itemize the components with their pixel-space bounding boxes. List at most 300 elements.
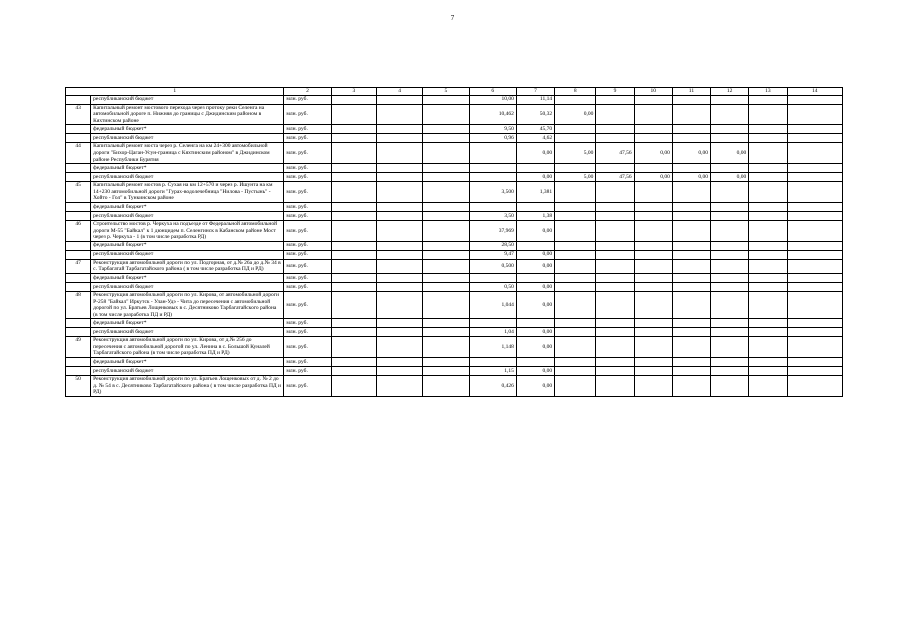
- table-row: [66, 358, 843, 367]
- value-cell-8: 0,00: [555, 104, 596, 125]
- value-cell-13: [749, 95, 787, 104]
- value-cell-3: [331, 134, 376, 143]
- item-number-cell: [66, 125, 91, 134]
- value-cell-7: 45,70: [516, 125, 554, 134]
- value-cell-8: 5,00: [555, 143, 596, 164]
- value-cell-6: 1,15: [469, 367, 516, 376]
- value-cell-5: [423, 220, 469, 241]
- value-cell-3: [331, 367, 376, 376]
- value-cell-6: 9,47: [469, 250, 516, 259]
- value-cell-14: [787, 259, 842, 273]
- item-name-cell: республиканский бюджет: [91, 95, 284, 104]
- value-cell-5: [423, 202, 469, 211]
- value-cell-12: [711, 134, 749, 143]
- value-cell-6: [469, 273, 516, 282]
- table-row: [66, 291, 843, 318]
- value-cell-11: [672, 95, 710, 104]
- item-number-cell: 47: [66, 259, 91, 273]
- table-row: [66, 134, 843, 143]
- value-cell-5: [423, 241, 469, 250]
- value-cell-13: [749, 164, 787, 173]
- value-cell-11: [672, 328, 710, 337]
- value-cell-10: [634, 134, 672, 143]
- item-name-cell: федеральный бюджет*: [91, 202, 284, 211]
- value-cell-11: 0,00: [672, 143, 710, 164]
- value-cell-9: [596, 291, 634, 318]
- table-row: [66, 319, 843, 328]
- value-cell-9: [596, 241, 634, 250]
- value-cell-14: [787, 134, 842, 143]
- value-cell-5: [423, 337, 469, 358]
- value-cell-5: [423, 173, 469, 182]
- value-cell-13: [749, 241, 787, 250]
- value-cell-3: [331, 282, 376, 291]
- value-cell-7: 50,32: [516, 104, 554, 125]
- value-cell-11: [672, 164, 710, 173]
- value-cell-9: [596, 319, 634, 328]
- table-row: [66, 143, 843, 164]
- unit-cell: млн. руб.: [284, 273, 331, 282]
- value-cell-3: [331, 173, 376, 182]
- value-cell-8: 5,00: [555, 173, 596, 182]
- value-cell-10: [634, 202, 672, 211]
- unit-cell: млн. руб.: [284, 367, 331, 376]
- value-cell-5: [423, 358, 469, 367]
- item-number-cell: [66, 202, 91, 211]
- value-cell-3: [331, 273, 376, 282]
- value-cell-11: [672, 220, 710, 241]
- value-cell-3: [331, 376, 376, 397]
- value-cell-11: [672, 241, 710, 250]
- value-cell-12: [711, 182, 749, 203]
- value-cell-4: [376, 125, 422, 134]
- item-number-cell: 45: [66, 182, 91, 203]
- value-cell-5: [423, 95, 469, 104]
- value-cell-13: [749, 202, 787, 211]
- value-cell-14: [787, 202, 842, 211]
- item-name-cell: республиканский бюджет: [91, 211, 284, 220]
- value-cell-13: [749, 291, 787, 318]
- unit-cell: млн. руб.: [284, 125, 331, 134]
- value-cell-5: [423, 125, 469, 134]
- item-number-cell: [66, 319, 91, 328]
- value-cell-10: [634, 367, 672, 376]
- table-row: [66, 328, 843, 337]
- value-cell-4: [376, 134, 422, 143]
- item-name-cell: федеральный бюджет*: [91, 125, 284, 134]
- table-row: [66, 241, 843, 250]
- value-cell-5: [423, 291, 469, 318]
- value-cell-14: [787, 337, 842, 358]
- value-cell-13: [749, 319, 787, 328]
- value-cell-13: [749, 273, 787, 282]
- value-cell-12: [711, 164, 749, 173]
- item-name-cell: Капитальный ремонт мостов р. Сухая на км 12+570 и через р. Ишунта на км 14+230 автомобильной дороги "Гурах-водолечебница "Нилова - Пустынь" - Хойто - Гол" в Тункинском районе: [91, 182, 284, 203]
- unit-cell: млн. руб.: [284, 202, 331, 211]
- value-cell-4: [376, 95, 422, 104]
- item-number-cell: [66, 95, 91, 104]
- value-cell-9: 47,56: [596, 143, 634, 164]
- value-cell-14: [787, 250, 842, 259]
- unit-cell: млн. руб.: [284, 134, 331, 143]
- column-header: 4: [376, 88, 422, 96]
- value-cell-3: [331, 319, 376, 328]
- value-cell-14: [787, 241, 842, 250]
- value-cell-12: [711, 95, 749, 104]
- unit-cell: млн. руб.: [284, 211, 331, 220]
- item-number-cell: 48: [66, 291, 91, 318]
- value-cell-12: [711, 125, 749, 134]
- value-cell-10: [634, 211, 672, 220]
- value-cell-10: [634, 273, 672, 282]
- value-cell-11: [672, 319, 710, 328]
- value-cell-7: 0,00: [516, 376, 554, 397]
- value-cell-6: [469, 143, 516, 164]
- value-cell-11: 0,00: [672, 173, 710, 182]
- value-cell-3: [331, 220, 376, 241]
- value-cell-14: [787, 376, 842, 397]
- item-name-cell: республиканский бюджет: [91, 367, 284, 376]
- value-cell-12: 0,00: [711, 143, 749, 164]
- value-cell-14: [787, 173, 842, 182]
- value-cell-6: 1,04: [469, 328, 516, 337]
- value-cell-8: [555, 282, 596, 291]
- value-cell-4: [376, 282, 422, 291]
- value-cell-10: [634, 125, 672, 134]
- value-cell-13: [749, 259, 787, 273]
- value-cell-12: [711, 220, 749, 241]
- value-cell-10: [634, 358, 672, 367]
- value-cell-10: [634, 241, 672, 250]
- item-number-cell: [66, 358, 91, 367]
- value-cell-8: [555, 211, 596, 220]
- value-cell-4: [376, 104, 422, 125]
- value-cell-3: [331, 337, 376, 358]
- value-cell-3: [331, 143, 376, 164]
- value-cell-3: [331, 358, 376, 367]
- item-name-cell: республиканский бюджет: [91, 134, 284, 143]
- value-cell-3: [331, 250, 376, 259]
- value-cell-11: [672, 259, 710, 273]
- value-cell-6: 3,500: [469, 182, 516, 203]
- value-cell-5: [423, 134, 469, 143]
- item-name-cell: федеральный бюджет*: [91, 241, 284, 250]
- value-cell-5: [423, 250, 469, 259]
- column-header: 3: [331, 88, 376, 96]
- value-cell-9: [596, 376, 634, 397]
- table-row: [66, 164, 843, 173]
- value-cell-6: 10,00: [469, 95, 516, 104]
- value-cell-9: [596, 104, 634, 125]
- value-cell-10: [634, 220, 672, 241]
- table-row: [66, 282, 843, 291]
- column-header: 2: [284, 88, 331, 96]
- value-cell-10: [634, 376, 672, 397]
- unit-cell: млн. руб.: [284, 104, 331, 125]
- value-cell-4: [376, 328, 422, 337]
- unit-cell: млн. руб.: [284, 95, 331, 104]
- value-cell-4: [376, 211, 422, 220]
- value-cell-6: 1,044: [469, 291, 516, 318]
- item-number-cell: 46: [66, 220, 91, 241]
- value-cell-13: [749, 182, 787, 203]
- item-number-cell: [66, 250, 91, 259]
- value-cell-3: [331, 202, 376, 211]
- value-cell-14: [787, 328, 842, 337]
- value-cell-4: [376, 182, 422, 203]
- value-cell-7: 1,381: [516, 182, 554, 203]
- value-cell-6: [469, 173, 516, 182]
- value-cell-4: [376, 143, 422, 164]
- value-cell-10: [634, 164, 672, 173]
- value-cell-13: [749, 143, 787, 164]
- value-cell-4: [376, 273, 422, 282]
- value-cell-8: [555, 182, 596, 203]
- value-cell-6: 3,50: [469, 211, 516, 220]
- table-row: [66, 250, 843, 259]
- value-cell-12: [711, 337, 749, 358]
- table-row: [66, 182, 843, 203]
- unit-cell: млн. руб.: [284, 282, 331, 291]
- value-cell-12: [711, 319, 749, 328]
- value-cell-8: [555, 328, 596, 337]
- item-name-cell: республиканский бюджет: [91, 173, 284, 182]
- value-cell-6: 0,500: [469, 259, 516, 273]
- value-cell-14: [787, 291, 842, 318]
- value-cell-4: [376, 173, 422, 182]
- value-cell-11: [672, 273, 710, 282]
- value-cell-12: [711, 104, 749, 125]
- item-number-cell: [66, 173, 91, 182]
- value-cell-11: [672, 367, 710, 376]
- value-cell-5: [423, 259, 469, 273]
- value-cell-3: [331, 104, 376, 125]
- value-cell-12: 0,00: [711, 173, 749, 182]
- table-row: [66, 125, 843, 134]
- value-cell-10: [634, 104, 672, 125]
- value-cell-3: [331, 125, 376, 134]
- value-cell-6: 28,50: [469, 241, 516, 250]
- value-cell-8: [555, 259, 596, 273]
- value-cell-7: 0,00: [516, 259, 554, 273]
- value-cell-8: [555, 376, 596, 397]
- value-cell-9: [596, 250, 634, 259]
- value-cell-9: [596, 358, 634, 367]
- item-name-cell: республиканский бюджет: [91, 328, 284, 337]
- value-cell-11: [672, 134, 710, 143]
- value-cell-10: [634, 282, 672, 291]
- value-cell-11: [672, 376, 710, 397]
- item-name-cell: федеральный бюджет*: [91, 319, 284, 328]
- value-cell-11: [672, 104, 710, 125]
- column-header: 10: [634, 88, 672, 96]
- value-cell-13: [749, 134, 787, 143]
- value-cell-6: [469, 358, 516, 367]
- item-number-cell: 44: [66, 143, 91, 164]
- table-row: [66, 273, 843, 282]
- item-name-cell: федеральный бюджет*: [91, 358, 284, 367]
- value-cell-6: 9,50: [469, 125, 516, 134]
- value-cell-13: [749, 337, 787, 358]
- item-number-cell: [66, 282, 91, 291]
- value-cell-9: 47,56: [596, 173, 634, 182]
- item-name-cell: Строительство мостов р. Черкуха на подъезде от Федеральной автомобильной дороги М-55 "Байкал" к 1 дюнцидем п. Селенгинск в Кабанском районе Мост через р. Черкуха - 1 (в том числе разработка РД): [91, 220, 284, 241]
- value-cell-10: [634, 328, 672, 337]
- value-cell-9: [596, 273, 634, 282]
- value-cell-14: [787, 164, 842, 173]
- table-row: [66, 173, 843, 182]
- value-cell-5: [423, 282, 469, 291]
- value-cell-5: [423, 367, 469, 376]
- value-cell-10: [634, 337, 672, 358]
- value-cell-13: [749, 211, 787, 220]
- value-cell-14: [787, 367, 842, 376]
- item-number-cell: [66, 328, 91, 337]
- column-header: 14: [787, 88, 842, 96]
- value-cell-7: 0,00: [516, 143, 554, 164]
- unit-cell: млн. руб.: [284, 241, 331, 250]
- unit-cell: млн. руб.: [284, 173, 331, 182]
- value-cell-12: [711, 241, 749, 250]
- value-cell-3: [331, 211, 376, 220]
- value-cell-12: [711, 211, 749, 220]
- value-cell-11: [672, 358, 710, 367]
- value-cell-7: 0,00: [516, 367, 554, 376]
- value-cell-5: [423, 319, 469, 328]
- value-cell-13: [749, 220, 787, 241]
- value-cell-7: [516, 202, 554, 211]
- value-cell-5: [423, 328, 469, 337]
- value-cell-12: [711, 291, 749, 318]
- value-cell-5: [423, 143, 469, 164]
- value-cell-12: [711, 250, 749, 259]
- value-cell-8: [555, 95, 596, 104]
- value-cell-11: [672, 182, 710, 203]
- value-cell-10: 0,00: [634, 143, 672, 164]
- value-cell-5: [423, 273, 469, 282]
- column-header: 11: [672, 88, 710, 96]
- value-cell-10: [634, 259, 672, 273]
- value-cell-8: [555, 367, 596, 376]
- value-cell-9: [596, 259, 634, 273]
- value-cell-6: 0,426: [469, 376, 516, 397]
- value-cell-9: [596, 282, 634, 291]
- value-cell-14: [787, 143, 842, 164]
- table-row: [66, 376, 843, 397]
- value-cell-12: [711, 273, 749, 282]
- value-cell-6: [469, 319, 516, 328]
- header-row: [66, 88, 843, 96]
- value-cell-14: [787, 273, 842, 282]
- value-cell-8: [555, 358, 596, 367]
- value-cell-13: [749, 250, 787, 259]
- value-cell-9: [596, 337, 634, 358]
- budget-table: [65, 87, 843, 397]
- value-cell-8: [555, 125, 596, 134]
- column-header: 6: [469, 88, 516, 96]
- value-cell-4: [376, 202, 422, 211]
- value-cell-11: [672, 125, 710, 134]
- value-cell-3: [331, 164, 376, 173]
- value-cell-3: [331, 328, 376, 337]
- value-cell-8: [555, 319, 596, 328]
- unit-cell: млн. руб.: [284, 164, 331, 173]
- value-cell-14: [787, 182, 842, 203]
- value-cell-5: [423, 164, 469, 173]
- value-cell-12: [711, 282, 749, 291]
- value-cell-13: [749, 367, 787, 376]
- column-header: 8: [555, 88, 596, 96]
- value-cell-4: [376, 250, 422, 259]
- value-cell-7: [516, 164, 554, 173]
- table-row: [66, 211, 843, 220]
- value-cell-10: [634, 95, 672, 104]
- value-cell-3: [331, 95, 376, 104]
- value-cell-9: [596, 367, 634, 376]
- value-cell-6: 0,96: [469, 134, 516, 143]
- value-cell-14: [787, 95, 842, 104]
- value-cell-13: [749, 173, 787, 182]
- column-header: 5: [423, 88, 469, 96]
- value-cell-14: [787, 104, 842, 125]
- value-cell-12: [711, 376, 749, 397]
- value-cell-9: [596, 211, 634, 220]
- value-cell-8: [555, 273, 596, 282]
- value-cell-7: [516, 241, 554, 250]
- value-cell-8: [555, 241, 596, 250]
- value-cell-12: [711, 358, 749, 367]
- item-number-cell: 43: [66, 104, 91, 125]
- item-name-cell: федеральный бюджет*: [91, 273, 284, 282]
- value-cell-5: [423, 211, 469, 220]
- value-cell-8: [555, 164, 596, 173]
- value-cell-13: [749, 104, 787, 125]
- value-cell-7: 0,00: [516, 173, 554, 182]
- value-cell-7: 0,00: [516, 220, 554, 241]
- value-cell-10: [634, 250, 672, 259]
- unit-cell: млн. руб.: [284, 259, 331, 273]
- value-cell-7: [516, 319, 554, 328]
- value-cell-8: [555, 337, 596, 358]
- value-cell-4: [376, 220, 422, 241]
- value-cell-3: [331, 241, 376, 250]
- item-name-cell: Реконструкция автомобильной дороги по ул. Подгорная, от д.№ 26а до д.№ 34 в с. Тарбагатай Тарбагатайского района ( в том числе разработка ПД и РД): [91, 259, 284, 273]
- item-number-cell: [66, 211, 91, 220]
- value-cell-8: [555, 291, 596, 318]
- table-row: [66, 220, 843, 241]
- value-cell-13: [749, 328, 787, 337]
- value-cell-9: [596, 202, 634, 211]
- value-cell-8: [555, 250, 596, 259]
- value-cell-12: [711, 328, 749, 337]
- value-cell-14: [787, 358, 842, 367]
- table-row: [66, 367, 843, 376]
- unit-cell: млн. руб.: [284, 328, 331, 337]
- column-header: 1: [66, 88, 284, 96]
- value-cell-14: [787, 211, 842, 220]
- unit-cell: млн. руб.: [284, 250, 331, 259]
- item-number-cell: [66, 273, 91, 282]
- value-cell-5: [423, 376, 469, 397]
- table-row: [66, 104, 843, 125]
- table-row: [66, 202, 843, 211]
- unit-cell: млн. руб.: [284, 337, 331, 358]
- value-cell-11: [672, 337, 710, 358]
- value-cell-7: 0,00: [516, 328, 554, 337]
- column-header: 13: [749, 88, 787, 96]
- item-number-cell: [66, 367, 91, 376]
- value-cell-9: [596, 125, 634, 134]
